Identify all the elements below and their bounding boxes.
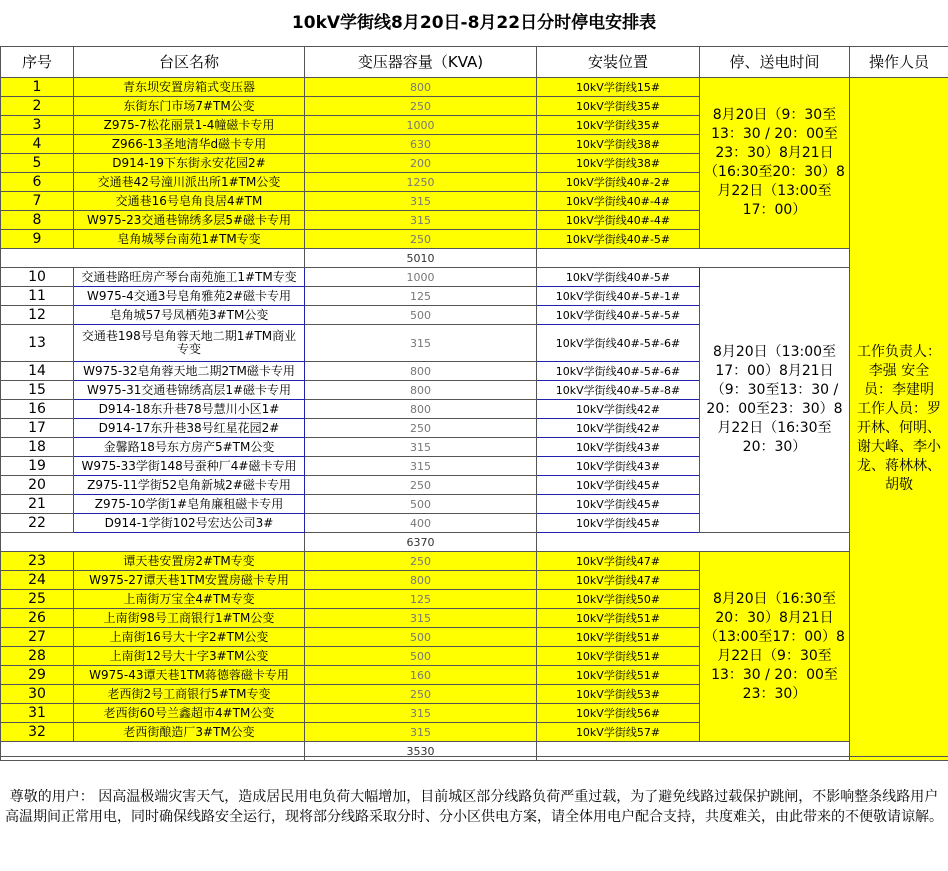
station-name: W975-31交通巷锦绣高层1#磁卡专用	[74, 381, 305, 400]
transformer-capacity: 250	[305, 419, 537, 438]
row-index: 27	[1, 628, 74, 647]
row-index: 1	[1, 78, 74, 97]
station-name: 上南街16号大十字2#TM公变	[74, 628, 305, 647]
station-name: 上南街98号工商银行1#TM公变	[74, 609, 305, 628]
transformer-capacity: 315	[305, 457, 537, 476]
transformer-capacity: 800	[305, 400, 537, 419]
station-name: Z975-11学街52皂角新城2#磁卡专用	[74, 476, 305, 495]
row-index: 13	[1, 325, 74, 362]
subtotal-row	[1, 249, 948, 268]
station-name: 东街东门市场7#TM公变	[74, 97, 305, 116]
row-index: 30	[1, 685, 74, 704]
outage-time-slot: 8月20日（16:30至20：30）8月21日（13:00至17：00）8月22日（9：30至13：30 / 20：00至23：30）	[700, 552, 850, 742]
row-index: 18	[1, 438, 74, 457]
install-location: 10kV学街线45#	[537, 495, 700, 514]
install-location: 10kV学街线51#	[537, 666, 700, 685]
station-name: W975-32皂角蓉天地二期2TM磁卡专用	[74, 362, 305, 381]
row-index: 11	[1, 287, 74, 306]
col-header-location: 安装位置	[537, 47, 700, 78]
row-index: 14	[1, 362, 74, 381]
station-name: 交通巷16号皂角良居4#TM	[74, 192, 305, 211]
sheet-title: 10kV学街线8月20日-8月22日分时停电安排表	[291, 13, 657, 33]
install-location: 10kV学街线40#-5#-6#	[537, 325, 700, 362]
install-location: 10kV学街线38#	[537, 154, 700, 173]
install-location: 10kV学街线40#-5#	[537, 230, 700, 249]
station-name: W975-4交通3号皂角雅苑2#磁卡专用	[74, 287, 305, 306]
station-name: W975-23交通巷锦绣多层5#磁卡专用	[74, 211, 305, 230]
row-index: 8	[1, 211, 74, 230]
station-name: 老西街2号工商银行5#TM专变	[74, 685, 305, 704]
row-index: 7	[1, 192, 74, 211]
transformer-capacity: 250	[305, 230, 537, 249]
install-location: 10kV学街线38#	[537, 135, 700, 154]
transformer-capacity: 800	[305, 362, 537, 381]
transformer-capacity: 125	[305, 287, 537, 306]
outage-time-slot: 8月20日（9：30至13：30 / 20：00至23：30）8月21日（16:30至20：30）8月22日（13:00至17：00）	[700, 78, 850, 249]
transformer-capacity: 160	[305, 666, 537, 685]
transformer-capacity: 315	[305, 325, 537, 362]
row-index: 22	[1, 514, 74, 533]
col-header-time: 停、送电时间	[700, 47, 850, 78]
install-location: 10kV学街线51#	[537, 647, 700, 666]
station-name: D914-17东升巷38号红星花园2#	[74, 419, 305, 438]
install-location: 10kV学街线43#	[537, 438, 700, 457]
table-row	[1, 78, 948, 97]
station-name: 老西街酿造厂3#TM公变	[74, 723, 305, 742]
row-index: 28	[1, 647, 74, 666]
install-location: 10kV学街线51#	[537, 609, 700, 628]
install-location: 10kV学街线43#	[537, 457, 700, 476]
station-name: D914-1学街102号宏达公司3#	[74, 514, 305, 533]
col-header-name: 台区名称	[74, 47, 305, 78]
row-index: 19	[1, 457, 74, 476]
install-location: 10kV学街线40#-5#-8#	[537, 381, 700, 400]
install-location: 10kV学街线47#	[537, 571, 700, 590]
station-name: 金馨路18号东方房产5#TM公变	[74, 438, 305, 457]
station-name: 交通巷路旺房产琴台南苑施工1#TM专变	[74, 268, 305, 287]
transformer-capacity: 250	[305, 97, 537, 116]
install-location: 10kV学街线57#	[537, 723, 700, 742]
station-name: 交通巷198号皂角蓉天地二期1#TM商业专变	[74, 325, 305, 362]
station-name: D914-18东升巷78号慧川小区1#	[74, 400, 305, 419]
transformer-capacity: 250	[305, 476, 537, 495]
transformer-capacity: 125	[305, 590, 537, 609]
transformer-capacity: 1000	[305, 268, 537, 287]
row-index: 25	[1, 590, 74, 609]
row-index: 31	[1, 704, 74, 723]
install-location: 10kV学街线35#	[537, 116, 700, 135]
install-location: 10kV学街线15#	[537, 78, 700, 97]
table-row	[1, 552, 948, 571]
row-index: 2	[1, 97, 74, 116]
subtotal-blank	[1, 249, 305, 268]
capacity-subtotal: 3530	[305, 742, 537, 761]
operating-staff: 工作负责人：李强 安全员：李建明 工作人员：罗开林、何明、谢大峰、李小龙、蒋林林、胡敬	[850, 78, 948, 761]
subtotal-row	[1, 533, 948, 552]
row-index: 23	[1, 552, 74, 571]
transformer-capacity: 250	[305, 552, 537, 571]
row-index: 15	[1, 381, 74, 400]
col-header-index: 序号	[1, 47, 74, 78]
row-index: 20	[1, 476, 74, 495]
install-location: 10kV学街线45#	[537, 514, 700, 533]
row-index: 9	[1, 230, 74, 249]
transformer-capacity: 1000	[305, 116, 537, 135]
capacity-subtotal: 6370	[305, 533, 537, 552]
transformer-capacity: 315	[305, 211, 537, 230]
transformer-capacity: 250	[305, 685, 537, 704]
transformer-capacity: 800	[305, 78, 537, 97]
install-location: 10kV学街线40#-2#	[537, 173, 700, 192]
row-index: 3	[1, 116, 74, 135]
install-location: 10kV学街线56#	[537, 704, 700, 723]
station-name: W975-33学街148号蚕种厂4#磁卡专用	[74, 457, 305, 476]
station-name: W975-43谭天巷1TM蒋德蓉磁卡专用	[74, 666, 305, 685]
station-name: Z966-13圣地清华d磁卡专用	[74, 135, 305, 154]
station-name: 老西街60号兰鑫超市4#TM公变	[74, 704, 305, 723]
outage-time-slot: 8月20日（13:00至17：00）8月21日（9：30至13：30 / 20：00至23：30）8月22日（16:30至20：30）	[700, 268, 850, 533]
transformer-capacity: 500	[305, 306, 537, 325]
table-row	[1, 268, 948, 287]
install-location: 10kV学街线53#	[537, 685, 700, 704]
transformer-capacity: 200	[305, 154, 537, 173]
station-name: 交通巷42号潼川派出所1#TM公变	[74, 173, 305, 192]
install-location: 10kV学街线40#-5#-1#	[537, 287, 700, 306]
transformer-capacity: 800	[305, 571, 537, 590]
station-name: 上南街万宝全4#TM专变	[74, 590, 305, 609]
transformer-capacity: 1250	[305, 173, 537, 192]
row-index: 5	[1, 154, 74, 173]
row-index: 24	[1, 571, 74, 590]
row-index: 12	[1, 306, 74, 325]
transformer-capacity: 500	[305, 628, 537, 647]
col-header-staff: 操作人员	[850, 47, 948, 78]
transformer-capacity: 315	[305, 438, 537, 457]
transformer-capacity: 315	[305, 192, 537, 211]
transformer-capacity: 630	[305, 135, 537, 154]
station-name: 上南街12号大十字3#TM公变	[74, 647, 305, 666]
station-name: 谭天巷安置房2#TM专变	[74, 552, 305, 571]
install-location: 10kV学街线47#	[537, 552, 700, 571]
install-location: 10kV学街线40#-5#-6#	[537, 362, 700, 381]
capacity-subtotal: 5010	[305, 249, 537, 268]
notice-text: 尊敬的用户： 因高温极端灾害天气，造成居民用电负荷大幅增加，目前城区部分线路负荷严重过载，为了避免线路过载保护跳闸，不影响整条线路用户高温期间正常用电，同时确保线路安全运行，现将部分线路采取分时、分小区供电方案，请全体用电户配合支持，共度难关，由此带来的不便敬请谅解。	[0, 756, 948, 871]
transformer-capacity: 315	[305, 723, 537, 742]
install-location: 10kV学街线45#	[537, 476, 700, 495]
station-name: Z975-10学街1#皂角廉租磁卡专用	[74, 495, 305, 514]
install-location: 10kV学街线40#-4#	[537, 211, 700, 230]
row-index: 16	[1, 400, 74, 419]
transformer-capacity: 500	[305, 495, 537, 514]
transformer-capacity: 315	[305, 704, 537, 723]
subtotal-blank	[1, 533, 305, 552]
row-index: 6	[1, 173, 74, 192]
install-location: 10kV学街线50#	[537, 590, 700, 609]
row-index: 32	[1, 723, 74, 742]
install-location: 10kV学街线40#-5#	[537, 268, 700, 287]
install-location: 10kV学街线35#	[537, 97, 700, 116]
install-location: 10kV学街线40#-5#-5#	[537, 306, 700, 325]
outage-schedule-table	[0, 46, 948, 761]
install-location: 10kV学街线42#	[537, 400, 700, 419]
station-name: 皂角城琴台南苑1#TM专变	[74, 230, 305, 249]
row-index: 10	[1, 268, 74, 287]
transformer-capacity: 800	[305, 381, 537, 400]
station-name: Z975-7松花丽景1-4幢磁卡专用	[74, 116, 305, 135]
col-header-capacity: 变压器容量（KVA)	[305, 47, 537, 78]
row-index: 4	[1, 135, 74, 154]
station-name: 皂角城57号凤栖苑3#TM公变	[74, 306, 305, 325]
transformer-capacity: 315	[305, 609, 537, 628]
install-location: 10kV学街线40#-4#	[537, 192, 700, 211]
row-index: 29	[1, 666, 74, 685]
station-name: D914-19下东街永安花园2#	[74, 154, 305, 173]
subtotal-blank	[537, 533, 850, 552]
row-index: 17	[1, 419, 74, 438]
install-location: 10kV学街线42#	[537, 419, 700, 438]
subtotal-blank	[537, 249, 850, 268]
install-location: 10kV学街线51#	[537, 628, 700, 647]
transformer-capacity: 400	[305, 514, 537, 533]
row-index: 26	[1, 609, 74, 628]
row-index: 21	[1, 495, 74, 514]
transformer-capacity: 500	[305, 647, 537, 666]
station-name: W975-27谭天巷1TM安置房磁卡专用	[74, 571, 305, 590]
header-row	[1, 47, 948, 78]
station-name: 青东坝安置房箱式变压器	[74, 78, 305, 97]
